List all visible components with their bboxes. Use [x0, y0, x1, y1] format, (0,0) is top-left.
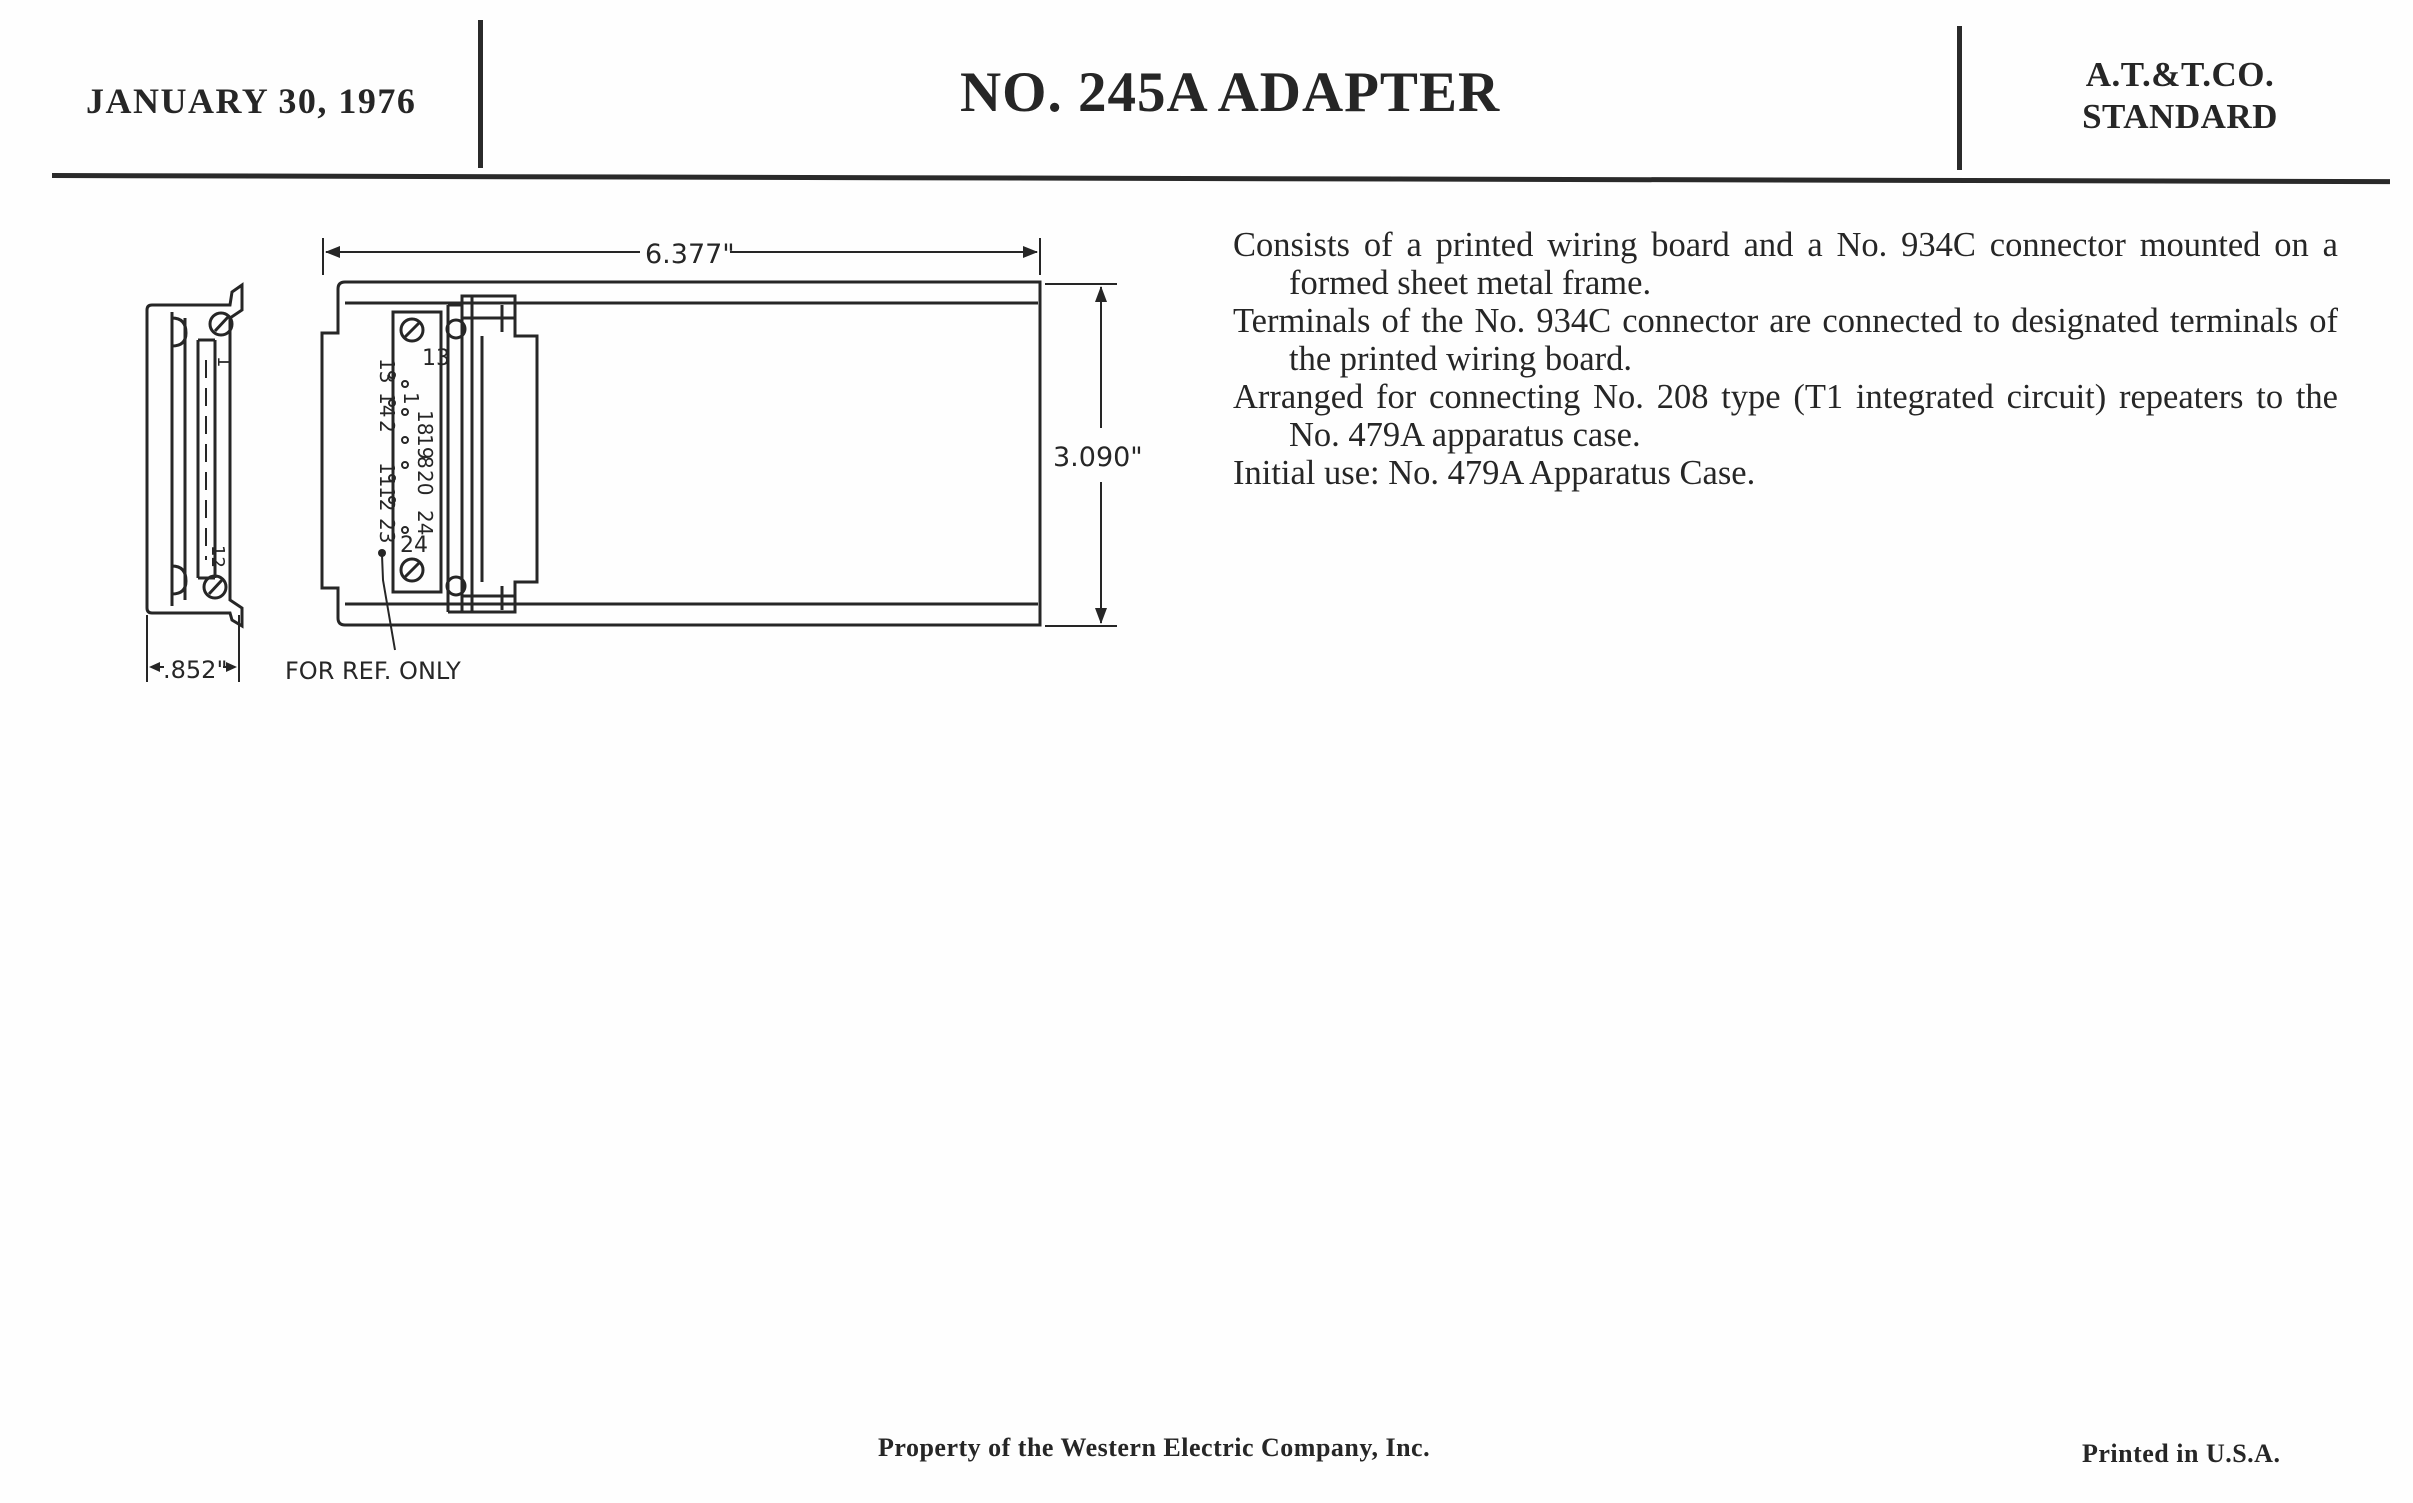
term-24: 24	[413, 510, 437, 536]
description-paragraph: Consists of a printed wiring board and a No. 934C connector mounted on a formed sheet metal frame.	[1233, 226, 2338, 302]
term-1: 1	[399, 392, 423, 405]
description-text	[1233, 226, 2338, 492]
header-divider-right	[1957, 26, 1962, 170]
dim-height-label: 3.090"	[1053, 442, 1143, 473]
description-paragraph: Initial use: No. 479A Apparatus Case.	[1233, 454, 1756, 492]
dim-depth-label: .852"	[163, 656, 228, 684]
standard-badge	[2020, 54, 2340, 138]
description-paragraph: Terminals of the No. 934C connector are connected to designated terminals of the printed wiring board.	[1233, 302, 2338, 378]
term-20: 20	[413, 470, 437, 496]
adapter-drawing	[0, 0, 1230, 720]
term-12: 12	[375, 486, 399, 512]
side-view	[147, 285, 242, 626]
term-24-bottom: 24	[400, 533, 428, 558]
page-title: NO. 245A ADAPTER	[960, 61, 1501, 124]
standard-line-2: STANDARD	[2082, 97, 2278, 136]
term-13-top: 13	[422, 346, 450, 371]
term-19: 19	[413, 434, 437, 460]
term-11: 11	[375, 462, 399, 488]
side-label-1: 1	[213, 356, 234, 368]
footer-printed: Printed in U.S.A.	[2082, 1439, 2281, 1468]
term-2: 2	[375, 420, 399, 433]
term-14: 14	[375, 392, 399, 418]
term-13: 13	[375, 358, 399, 384]
term-8: 8	[413, 456, 437, 469]
ref-note: FOR REF. ONLY	[285, 657, 461, 685]
term-18: 18	[413, 410, 437, 436]
term-23: 23	[375, 518, 399, 544]
description-paragraph: Arranged for connecting No. 208 type (T1 integrated circuit) repeaters to the No. 479A apparatus case.	[1233, 378, 2338, 454]
side-label-12: 12	[207, 545, 228, 568]
footer-property: Property of the Western Electric Company, Inc.	[878, 1433, 1431, 1462]
issue-date: JANUARY 30, 1976	[86, 81, 417, 121]
dim-width-label: 6.377"	[645, 239, 735, 270]
standard-line-1: A.T.&T.CO.	[2085, 55, 2275, 94]
